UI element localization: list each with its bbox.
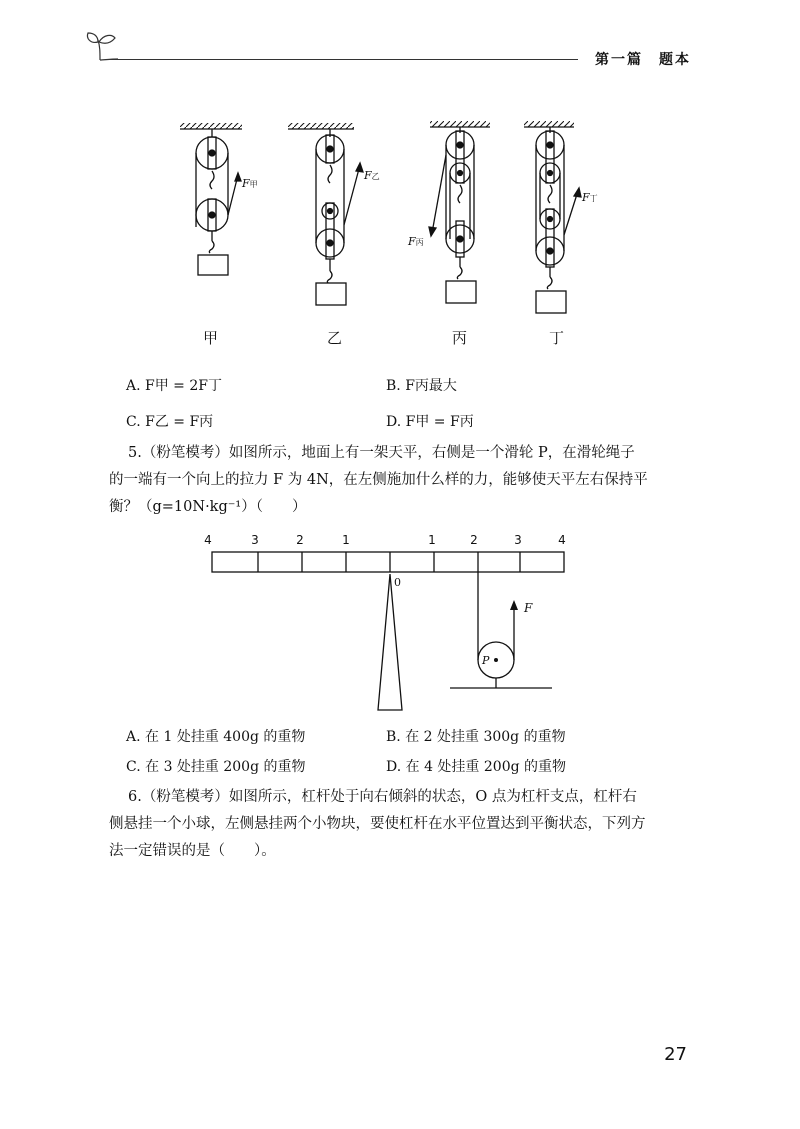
svg-text:F丁: F丁 xyxy=(582,191,598,204)
tick-left-2: 2 xyxy=(296,533,304,547)
tick-right-4: 4 xyxy=(558,533,566,547)
header-rule xyxy=(108,59,578,60)
q4-option-b: B. F丙最大 xyxy=(386,378,457,394)
tick-right-3: 3 xyxy=(514,533,522,547)
caption-jia: 甲 xyxy=(203,329,219,347)
pulley-system-bing xyxy=(407,121,490,303)
q5-line-2: 的一端有一个向上的拉力 F 为 4N，在左侧施加什么样的力，能够使天平左右保持平 xyxy=(109,472,648,488)
lever-balance-figure xyxy=(200,530,590,720)
pulley-system-jia xyxy=(180,123,258,275)
section-title: 第一篇 题本 xyxy=(595,52,691,68)
svg-text:F甲: F甲 xyxy=(242,177,258,190)
q4-option-a: A. F甲 = 2F丁 xyxy=(126,378,222,394)
tick-left-4: 4 xyxy=(204,533,212,547)
page-number: 27 xyxy=(664,1044,687,1065)
pulley-label: P xyxy=(482,654,490,667)
q5-line-3: 衡？（g=10N·kg⁻¹）（ ） xyxy=(109,499,307,515)
pivot-label: 0 xyxy=(394,576,401,589)
tick-left-3: 3 xyxy=(251,533,259,547)
q5-option-b: B. 在 2 处挂重 300g 的重物 xyxy=(386,729,566,745)
q6-line-2: 侧悬挂一个小球，左侧悬挂两个小物块，要使杠杆在水平位置达到平衡状态，下列方 xyxy=(109,816,646,832)
pulley-system-yi xyxy=(288,123,380,305)
tick-right-2: 2 xyxy=(470,533,478,547)
force-label: F xyxy=(524,601,533,615)
q5-option-c: C. 在 3 处挂重 200g 的重物 xyxy=(126,759,306,775)
sprout-icon xyxy=(84,30,118,62)
tick-left-1: 1 xyxy=(342,533,350,547)
caption-bing: 丙 xyxy=(452,329,468,347)
q4-option-c: C. F乙 = F丙 xyxy=(126,414,214,430)
svg-text:F乙: F乙 xyxy=(364,169,380,182)
q6-line-3: 法一定错误的是（ ）。 xyxy=(109,843,276,859)
svg-text:F丙: F丙 xyxy=(408,235,424,248)
caption-yi: 乙 xyxy=(327,329,343,347)
q5-option-a: A. 在 1 处挂重 400g 的重物 xyxy=(126,729,306,745)
q6-line-1: 6.（粉笔模考）如图所示，杠杆处于向右倾斜的状态，O 点为杠杆支点，杠杆右 xyxy=(128,789,637,805)
q4-option-d: D. F甲 = F丙 xyxy=(386,414,474,430)
pulley-system-ding xyxy=(524,121,598,313)
q5-option-d: D. 在 4 处挂重 200g 的重物 xyxy=(386,759,567,775)
tick-right-1: 1 xyxy=(428,533,436,547)
pulley-figure xyxy=(150,115,620,355)
q5-line-1: 5.（粉笔模考）如图所示，地面上有一架天平，右侧是一个滑轮 P，在滑轮绳子 xyxy=(128,445,635,461)
caption-ding: 丁 xyxy=(549,329,565,347)
